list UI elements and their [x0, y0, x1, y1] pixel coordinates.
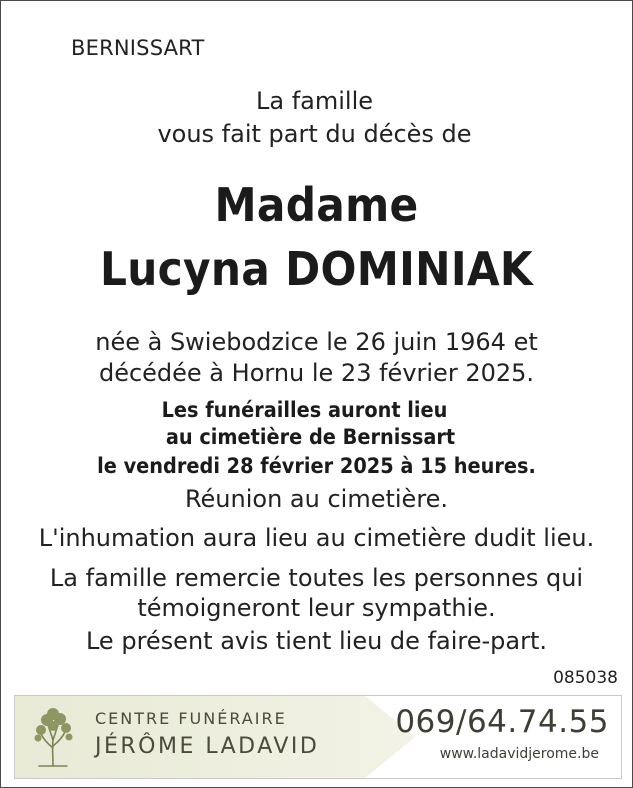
closing-line: Le présent avis tient lieu de faire-part.	[85, 627, 547, 655]
funeral-home-banner	[14, 695, 622, 779]
intro-line-2: vous fait part du décès de	[157, 120, 472, 148]
meeting-info: Réunion au cimetière.	[184, 485, 449, 513]
birth-info: née à Swiebodzice le 26 juin 1964 et	[95, 328, 538, 356]
deceased-name: Lucyna DOMINIAK	[99, 242, 534, 296]
phone-number[interactable]: 069/64.74.55	[395, 704, 609, 740]
town-name: BERNISSART	[71, 36, 205, 60]
reference-number: 085038	[553, 668, 618, 688]
funeral-home-name-line-2: JÉRÔME LADAVID	[95, 734, 320, 759]
thanks-line-1: La famille remercie toutes les personnes qui	[49, 564, 584, 592]
death-info: décédée à Hornu le 23 février 2025.	[98, 359, 535, 387]
funeral-home-name-line-1: CENTRE FUNÉRAIRE	[95, 709, 287, 728]
thanks-line-2: témoigneront leur sympathie.	[137, 594, 496, 622]
funeral-info-line-2: au cimetière de Bernissart	[165, 425, 456, 449]
olive-tree-icon	[29, 704, 77, 770]
funeral-info-line-1: Les funérailles auront lieu	[161, 398, 448, 422]
intro-line-1: La famille	[255, 87, 373, 115]
burial-info: L'inhumation aura lieu au cimetière dudit lieu.	[38, 524, 595, 552]
deceased-title: Madame	[214, 178, 419, 232]
funeral-info-line-3: le vendredi 28 février 2025 à 15 heures.	[97, 454, 536, 478]
website-link[interactable]: www.ladavidjerome.be	[439, 746, 599, 762]
